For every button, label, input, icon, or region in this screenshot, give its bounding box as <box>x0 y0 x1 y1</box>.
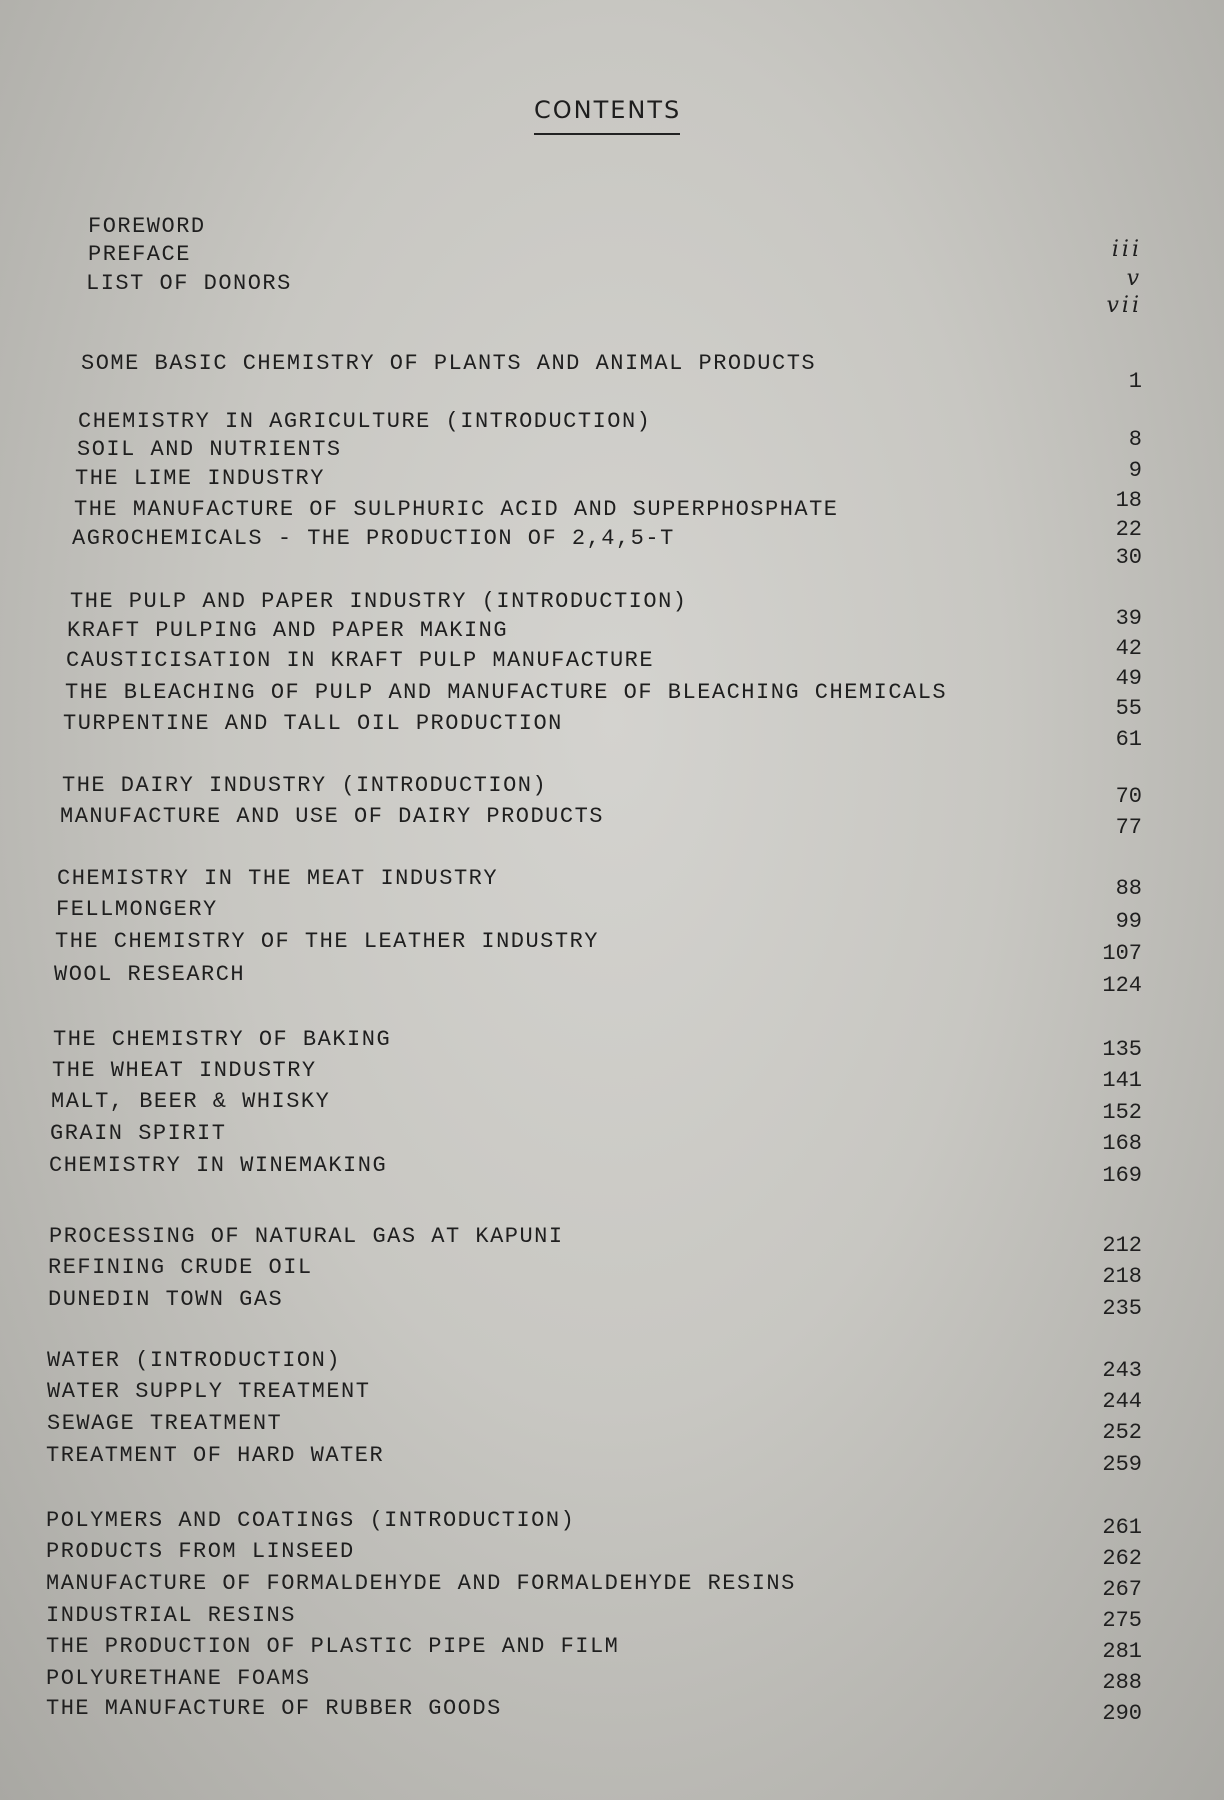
toc-entry-page-number: 70 <box>1115 784 1142 809</box>
toc-entry-page-number: 88 <box>1115 876 1142 901</box>
toc-entry-title: LIST OF DONORS <box>86 271 292 296</box>
toc-entry-title: THE CHEMISTRY OF BAKING <box>53 1027 392 1052</box>
toc-entry-page-number: 168 <box>1102 1131 1142 1156</box>
toc-entry-title: THE DAIRY INDUSTRY (INTRODUCTION) <box>62 773 548 798</box>
toc-entry-title: CAUSTICISATION IN KRAFT PULP MANUFACTURE <box>66 648 655 673</box>
toc-entry-title: KRAFT PULPING AND PAPER MAKING <box>67 618 509 643</box>
toc-entry-page-number: 169 <box>1102 1163 1142 1188</box>
toc-entry-title: THE WHEAT INDUSTRY <box>52 1058 317 1083</box>
toc-entry-title: REFINING CRUDE OIL <box>48 1255 313 1280</box>
toc-entry-title: CHEMISTRY IN AGRICULTURE (INTRODUCTION) <box>78 409 652 434</box>
toc-entry-page-number: 218 <box>1102 1264 1142 1289</box>
toc-entry-title: MALT, BEER & WHISKY <box>51 1089 331 1114</box>
toc-entry-title: DUNEDIN TOWN GAS <box>48 1287 284 1312</box>
toc-entry-title: PREFACE <box>88 242 191 267</box>
toc-entry-page-number: 281 <box>1102 1639 1142 1664</box>
toc-entry-title: FOREWORD <box>88 214 206 239</box>
toc-entry-title: TURPENTINE AND TALL OIL PRODUCTION <box>63 711 563 736</box>
toc-entry-title: CHEMISTRY IN WINEMAKING <box>49 1153 388 1178</box>
toc-entry-title: PROCESSING OF NATURAL GAS AT KAPUNI <box>49 1224 564 1249</box>
toc-entry-title: THE MANUFACTURE OF SULPHURIC ACID AND SUPERPHOSPHATE <box>74 497 839 522</box>
toc-entry-title: THE BLEACHING OF PULP AND MANUFACTURE OF BLEACHING CHEMICALS <box>65 680 948 705</box>
toc-entry-page-number: 18 <box>1115 488 1142 513</box>
toc-entry-title: THE MANUFACTURE OF RUBBER GOODS <box>46 1696 502 1721</box>
toc-entry-page-number: v <box>1126 266 1142 291</box>
toc-entry-page-number: iii <box>1111 237 1142 262</box>
toc-entry-title: THE CHEMISTRY OF THE LEATHER INDUSTRY <box>55 929 599 954</box>
toc-entry-page-number: 42 <box>1115 636 1142 661</box>
toc-entry-page-number: 9 <box>1128 458 1142 483</box>
toc-entry-page-number: 243 <box>1102 1358 1142 1383</box>
toc-entry-title: INDUSTRIAL RESINS <box>46 1603 296 1628</box>
toc-entry-page-number: 261 <box>1102 1515 1142 1540</box>
toc-entry-title: CHEMISTRY IN THE MEAT INDUSTRY <box>57 866 499 891</box>
toc-entry-page-number: 262 <box>1102 1546 1142 1571</box>
toc-entry-page-number: 135 <box>1102 1037 1142 1062</box>
toc-entry-title: THE PRODUCTION OF PLASTIC PIPE AND FILM <box>46 1634 620 1659</box>
toc-entry-title: MANUFACTURE AND USE OF DAIRY PRODUCTS <box>60 804 604 829</box>
page-title: CONTENTS <box>534 96 682 124</box>
toc-entry-title: FELLMONGERY <box>56 897 218 922</box>
toc-entry-title: SEWAGE TREATMENT <box>47 1411 283 1436</box>
toc-entry-page-number: 55 <box>1115 696 1142 721</box>
toc-entry-page-number: 1 <box>1128 369 1142 394</box>
toc-entry-page-number: vii <box>1106 293 1142 318</box>
toc-entry-page-number: 107 <box>1102 941 1142 966</box>
toc-entry-page-number: 49 <box>1115 666 1142 691</box>
toc-entry-page-number: 61 <box>1115 727 1142 752</box>
toc-entry-title: GRAIN SPIRIT <box>50 1121 227 1146</box>
toc-entry-page-number: 275 <box>1102 1608 1142 1633</box>
toc-entry-title: WATER SUPPLY TREATMENT <box>47 1379 371 1404</box>
toc-entry-page-number: 152 <box>1102 1100 1142 1125</box>
toc-entry-page-number: 290 <box>1102 1701 1142 1726</box>
toc-entry-page-number: 235 <box>1102 1296 1142 1321</box>
toc-entry-page-number: 267 <box>1102 1577 1142 1602</box>
toc-entry-title: WOOL RESEARCH <box>54 962 246 987</box>
toc-entry-title: POLYURETHANE FOAMS <box>46 1666 311 1691</box>
toc-entry-title: SOIL AND NUTRIENTS <box>77 437 342 462</box>
toc-entry-title: WATER (INTRODUCTION) <box>47 1348 342 1373</box>
toc-entry-page-number: 77 <box>1115 815 1142 840</box>
toc-entry-page-number: 22 <box>1115 517 1142 542</box>
toc-entry-page-number: 39 <box>1115 606 1142 631</box>
toc-entry-page-number: 212 <box>1102 1233 1142 1258</box>
toc-entry-page-number: 252 <box>1102 1420 1142 1445</box>
toc-entry-title: THE PULP AND PAPER INDUSTRY (INTRODUCTION) <box>70 589 688 614</box>
toc-entry-page-number: 8 <box>1128 427 1142 452</box>
toc-entry-title: TREATMENT OF HARD WATER <box>46 1443 385 1468</box>
toc-entry-title: PRODUCTS FROM LINSEED <box>46 1539 355 1564</box>
toc-entry-title: POLYMERS AND COATINGS (INTRODUCTION) <box>46 1508 576 1533</box>
toc-entry-page-number: 99 <box>1115 909 1142 934</box>
toc-entry-page-number: 259 <box>1102 1452 1142 1477</box>
toc-entry-page-number: 244 <box>1102 1389 1142 1414</box>
toc-entry-title: THE LIME INDUSTRY <box>75 466 325 491</box>
toc-entry-page-number: 141 <box>1102 1068 1142 1093</box>
toc-entry-page-number: 288 <box>1102 1670 1142 1695</box>
toc-entry-title: MANUFACTURE OF FORMALDEHYDE AND FORMALDEHYDE RESINS <box>46 1571 796 1596</box>
toc-entry-title: SOME BASIC CHEMISTRY OF PLANTS AND ANIMAL PRODUCTS <box>81 351 817 376</box>
toc-entry-title: AGROCHEMICALS - THE PRODUCTION OF 2,4,5-T <box>72 526 675 551</box>
toc-entry-page-number: 30 <box>1115 545 1142 570</box>
toc-entry-page-number: 124 <box>1102 973 1142 998</box>
